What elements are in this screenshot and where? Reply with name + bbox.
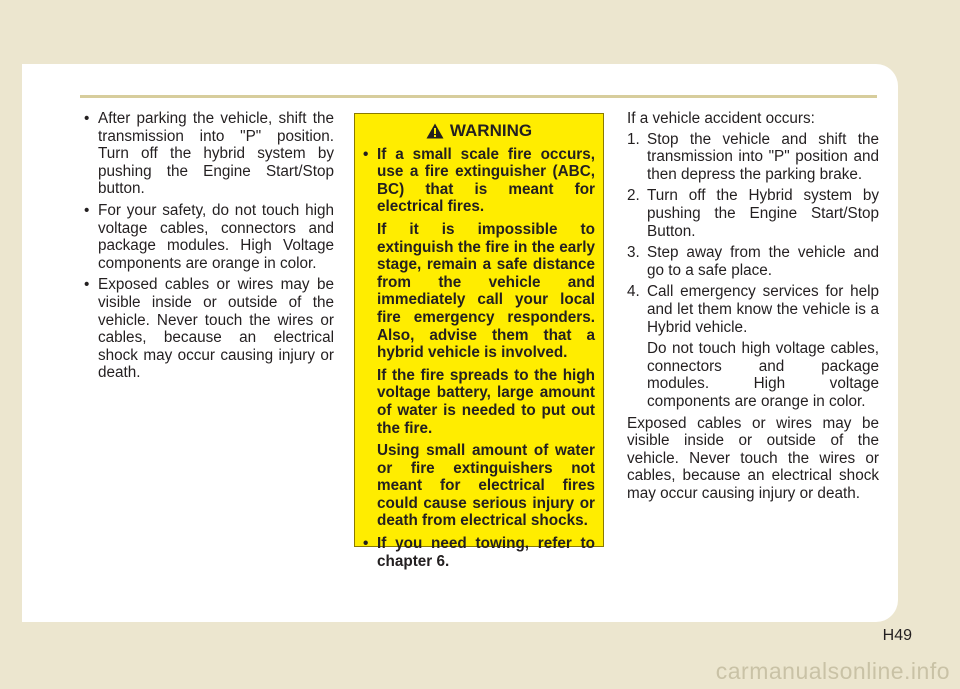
exposed-cables-note: Exposed cables or wires may be visible inside or outside of the vehicle. Never touch the wires or cables, because an electrical shock may occur causing injury or death. (627, 414, 879, 502)
step-item (627, 244, 879, 279)
warning-paragraph: • If you need towing, refer to chapter 6. (377, 535, 595, 570)
step-text: Stop the vehicle and shift the transmission into "P" position and then depress the parking brake. (647, 130, 879, 183)
warning-paragraph: If the fire spreads to the high voltage battery, large amount of water is needed to put out the fire. (377, 366, 595, 437)
left-bullet-item: • After parking the vehicle, shift the transmission into "P" position. Turn off the hybrid system by pushing the Engine Start/Stop button. (84, 110, 334, 198)
step-text: Call emergency services for help and let them know the vehicle is a Hybrid vehicle. (647, 283, 879, 336)
left-column (84, 110, 334, 386)
warning-paragraph: • If a small scale fire occurs, use a fire extinguisher (ABC, BC) that is meant for electrical fires. (377, 145, 595, 216)
step-item (627, 131, 879, 184)
warning-paragraph: Using small amount of water or fire extinguishers not meant for electrical fires could cause serious injury or death from electrical shocks. (377, 442, 595, 530)
step-item (627, 283, 879, 410)
warning-item (363, 146, 595, 530)
warning-triangle-icon (426, 123, 444, 139)
step-number: 3. (627, 244, 640, 262)
accident-intro: If a vehicle accident occurs: (627, 110, 815, 127)
step-number: 4. (627, 283, 640, 301)
right-column (627, 110, 879, 502)
step-extra-text: Do not touch high voltage cables, connectors and package modules. High voltage components are orange in color. (647, 340, 879, 410)
watermark: carmanualsonline.info (715, 658, 950, 684)
header-rule (80, 95, 877, 98)
left-bullet-item: • For your safety, do not touch high voltage cables, connectors and package modules. High Voltage components are orange in color. (84, 202, 334, 272)
step-number: 2. (627, 187, 640, 205)
warning-header (363, 122, 595, 140)
left-bullet-list (84, 110, 334, 382)
accident-steps (627, 131, 879, 411)
step-item (627, 187, 879, 240)
step-text: Step away from the vehicle and go to a safe place. (647, 244, 879, 279)
warning-box (354, 113, 604, 570)
page-number: H49 (882, 627, 912, 644)
warning-list (363, 146, 595, 571)
left-bullet-item: • Exposed cables or wires may be visible inside or outside of the vehicle. Never touch the wires or cables, because an electrical shock may occur causing injury or death. (84, 276, 334, 382)
warning-item (363, 535, 595, 570)
step-number: 1. (627, 130, 640, 148)
step-text: Turn off the Hybrid system by pushing the Engine Start/Stop Button. (647, 187, 879, 240)
warning-title: WARNING (449, 121, 533, 140)
warning-paragraph: If it is impossible to extinguish the fire in the early stage, remain a safe distance from the vehicle and immediately call your local fire emergency responders. Also, advise them that a hybrid vehicle is involved. (377, 220, 595, 362)
